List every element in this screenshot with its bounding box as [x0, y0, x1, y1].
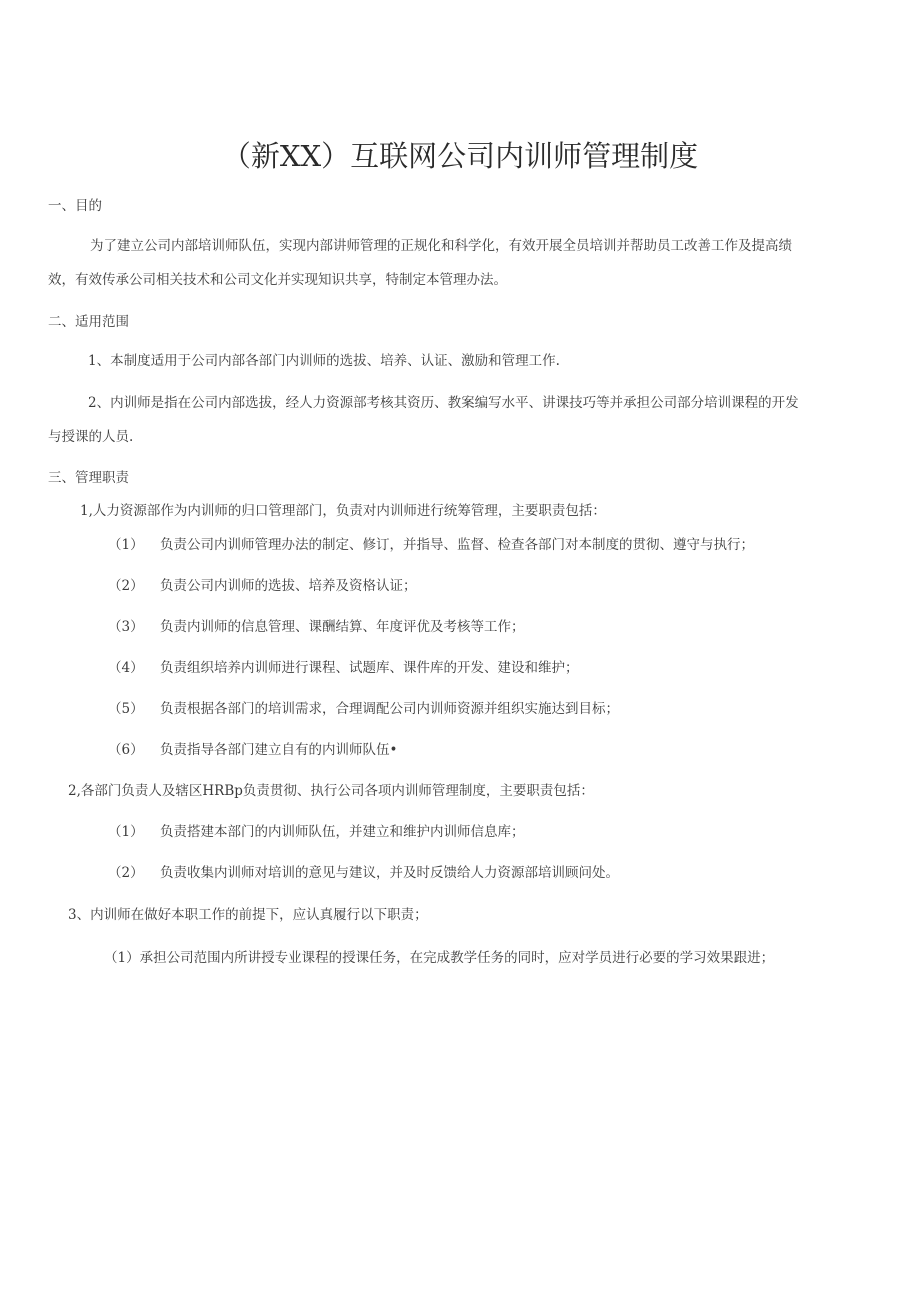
list-item-number: （2） [108, 578, 144, 594]
paragraph-line: 为了建立公司内部培训师队伍，实现内部讲师管理的正规化和科学化，有效开展全员培训并帮助员工改善工作及提高绩 [90, 238, 792, 254]
section-heading-purpose: 一、目的 [48, 198, 102, 214]
list-item-text: 负责组织培养内训师进行课程、试题库、课件库的开发、建设和维护； [160, 660, 579, 676]
list-item-text: 负责公司内训师管理办法的制定、修订，并指导、监督、检查各部门对本制度的贯彻、遵守与执行； [160, 537, 754, 553]
paragraph-line: 效，有效传承公司相关技术和公司文化并实现知识共享，特制定本管理办法。 [48, 272, 507, 288]
scope-item-2-line: 与授课的人员. [48, 429, 134, 445]
list-item-number: （5） [108, 701, 144, 717]
section-heading-responsibilities: 三、管理职责 [48, 470, 129, 486]
list-item-text: 负责公司内训师的选拔、培养及资格认证； [160, 578, 417, 594]
list-item-number: （6） [108, 742, 144, 758]
list-item-number: （4） [108, 660, 144, 676]
list-item-number: （2） [108, 865, 144, 881]
list-item-text: 负责根据各部门的培训需求，合理调配公司内训师资源并组织实施达到目标； [160, 701, 619, 717]
list-item-text: 负责搭建本部门的内训师队伍，并建立和维护内训师信息库； [160, 824, 525, 840]
list-item-text: 负责指导各部门建立自有的内训师队伍• [160, 742, 398, 758]
scope-item-1: 1、本制度适用于公司内部各部门内训师的选拔、培养、认证、激励和管理工作. [88, 353, 560, 369]
list-item-text: 负责内训师的信息管理、课酬结算、年度评优及考核等工作； [160, 619, 525, 635]
list-item-number: （3） [108, 619, 144, 635]
list-item-text: 负责收集内训师对培训的意见与建议，并及时反馈给人力资源部培训顾问处。 [160, 865, 619, 881]
trainer-duty-item-1: （1）承担公司范围内所讲授专业课程的授课任务，在完成教学任务的同时，应对学员进行必要的学习效果跟进； [104, 950, 775, 966]
scope-item-2-line: 2、内训师是指在公司内部选拔，经人力资源部考核其资历、教案编写水平、讲课技巧等并承担公司部分培训课程的开发 [88, 395, 799, 411]
section-heading-scope: 二、适用范围 [48, 314, 129, 330]
responsibility-group-3-lead: 3、内训师在做好本职工作的前提下，应认真履行以下职责； [68, 907, 428, 923]
page-title: （新XX）互联网公司内训师管理制度 [221, 139, 699, 173]
responsibility-group-2-lead: 2,各部门负责人及辖区HRBp负责贯彻、执行公司各项内训师管理制度，主要职责包括： [68, 783, 594, 799]
responsibility-group-1-lead: 1,人力资源部作为内训师的归口管理部门，负责对内训师进行统筹管理，主要职责包括： [80, 503, 606, 519]
list-item-number: （1） [108, 824, 144, 840]
list-item-number: （1） [108, 537, 144, 553]
